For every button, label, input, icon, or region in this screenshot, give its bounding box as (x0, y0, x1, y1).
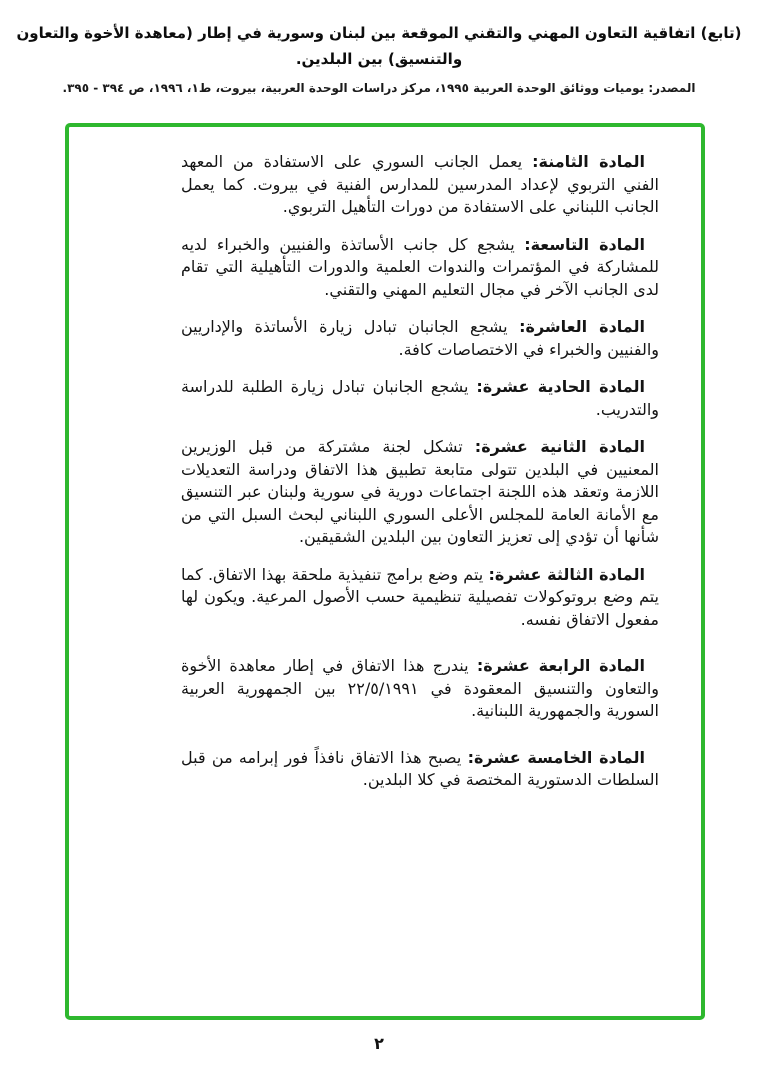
article-10-title: المادة العاشرة: (519, 317, 646, 336)
article-11 (181, 376, 659, 421)
article-13-text: يتم وضع برامج تنفيذية ملحقة بهذا الاتفاق. كما يتم وضع بروتوكولات تفصيلية تنظيمية حسب الأصول المرعية. ويكون لها مفعول الاتفاق نفسه. (181, 564, 659, 629)
document-title: (تابع) اتفاقية التعاون المهني والتقني الموقعة بين لبنان وسورية في إطار (معاهدة الأخوة والتعاون والتنسيق) بين البلدين. (16, 24, 742, 69)
article-10 (181, 316, 659, 361)
document-header (0, 0, 758, 95)
article-14-title: المادة الرابعة عشرة: (476, 656, 645, 675)
article-11-title: المادة الحادية عشرة: (476, 377, 645, 396)
article-15-text: يصبح هذا الاتفاق نافذاً فور إبرامه من قبل السلطات الدستورية المختصة في كلا البلدين. (181, 747, 659, 789)
source-citation: المصدر: يوميات ووثائق الوحدة العربية ١٩٩٥، مركز دراسات الوحدة العربية، بيروت، ط١، ١٩٩٦، ص ٣٩٤ - ٣٩٥. (62, 80, 696, 95)
article-14 (181, 655, 659, 723)
article-8-title: المادة الثامنة: (532, 152, 645, 171)
article-13 (181, 564, 659, 632)
article-9-text: يشجع كل جانب الأساتذة والفنيين والخبراء لديه للمشاركة في المؤتمرات والندوات العلمية والدورات التأهيلية التي تقام لدى الجانب الآخر في مجال التعليم المهني والتقني. (181, 234, 659, 299)
article-15 (181, 747, 659, 792)
article-12-title: المادة الثانية عشرة: (474, 437, 646, 456)
article-10-text: يشجع الجانبان تبادل زيارة الأساتذة والإداريين والفنيين والخبراء في الاختصاصات كافة. (181, 317, 659, 359)
article-14-text: يندرج هذا الاتفاق في إطار معاهدة الأخوة والتعاون والتنسيق المعقودة في ٢٢/٥/١٩٩١ بين الجمهورية العربية السورية والجمهورية اللبنانية. (181, 656, 660, 720)
article-8-text: يعمل الجانب السوري على الاستفادة من المعهد الفني التربوي لإعداد المدرسين للمدارس الفنية في بيروت. كما يعمل الجانب اللبناني على الاستفادة من دورات التأهيل التربوي. (181, 152, 659, 216)
page-number: ٢ (374, 1034, 384, 1053)
article-13-title: المادة الثالثة عشرة: (488, 564, 645, 584)
article-12 (181, 436, 659, 549)
highlight-border-box (65, 123, 705, 1020)
article-9 (181, 234, 659, 302)
article-12-text: تشكل لجنة مشتركة من قبل الوزيرين المعنيين في البلدين تتولى متابعة تطبيق هذا الاتفاق ودراسة التعديلات اللازمة وتعقد هذه اللجنة اجتماعات دورية في سورية ولبنان عبر التنسيق مع الأمانة العامة للمجلس الأعلى السوري اللبناني لبحث السبل التي من شأنها أن تؤدي إلى تعزيز التعاون بين البلدين الشقيقين. (181, 437, 659, 546)
article-9-title: المادة التاسعة: (524, 234, 645, 254)
article-15-title: المادة الخامسة عشرة: (467, 747, 646, 767)
article-8 (181, 151, 659, 219)
article-11-text: يشجع الجانبان تبادل زيارة الطلبة للدراسة والتدريب. (181, 377, 659, 419)
